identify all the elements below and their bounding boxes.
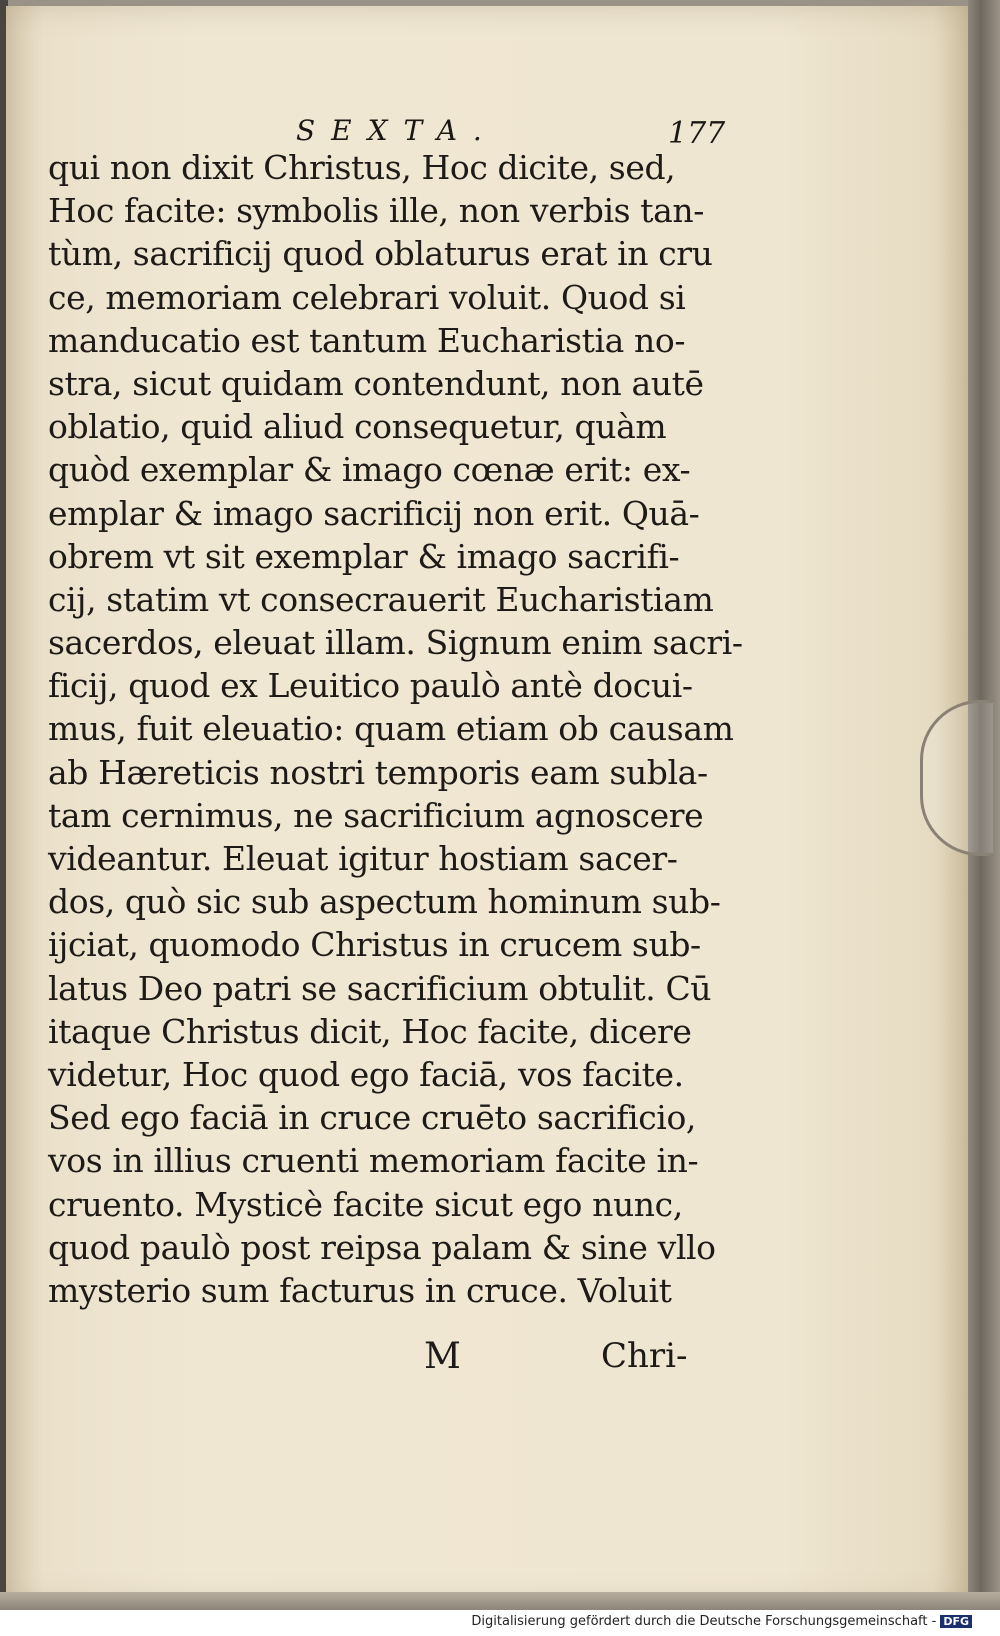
body-text <box>48 146 743 1312</box>
text-line: Hoc facite: symbolis ille, non verbis tan- <box>48 191 704 231</box>
text-line: manducatio est tantum Eucharistia no- <box>48 320 686 360</box>
text-line: mysterio sum facturus in cruce. Voluit <box>48 1270 672 1310</box>
text-line: stra, sicut quidam contendunt, non autē <box>48 363 704 403</box>
text-line: itaque Christus dicit, Hoc facite, dicere <box>48 1011 692 1051</box>
text-line: vos in illius cruenti memoriam facite in- <box>48 1141 699 1181</box>
text-line: obrem vt sit exemplar & imago sacrifi- <box>48 536 680 576</box>
book-page <box>6 6 972 1604</box>
text-line: latus Deo patri se sacrificium obtulit. Cū <box>48 968 712 1008</box>
text-line: Sed ego faciā in cruce cruēto sacrificio, <box>48 1098 696 1138</box>
text-line: mus, fuit eleuatio: quam etiam ob causam <box>48 709 734 749</box>
text-line: ab Hæreticis nostri temporis eam subla- <box>48 752 708 792</box>
text-line: ce, memoriam celebrari voluit. Quod si <box>48 277 686 317</box>
dfg-logo: DFG <box>940 1615 972 1628</box>
text-line: ijciat, quomodo Christus in crucem sub- <box>48 925 701 965</box>
text-line: emplar & imago sacrificij non erit. Quā- <box>48 493 700 533</box>
digitization-credit <box>471 1614 972 1629</box>
text-line: quòd exemplar & imago cœnæ erit: ex- <box>48 450 691 490</box>
credit-text: Digitalisierung gefördert durch die Deutsche Forschungsgemeinschaft - <box>471 1614 937 1629</box>
page-number: 177 <box>668 116 726 151</box>
text-line: oblatio, quid aliud consequetur, quàm <box>48 407 667 447</box>
text-line: ficij, quod ex Leuitico paulò antè docui- <box>48 666 693 706</box>
signature-mark: M <box>424 1336 461 1377</box>
page-footer <box>6 1336 972 1380</box>
text-line: videtur, Hoc quod ego faciā, vos facite. <box>48 1054 684 1094</box>
text-line: qui non dixit Christus, Hoc dicite, sed, <box>48 148 676 187</box>
text-line: dos, quò sic sub aspectum hominum sub- <box>48 882 721 922</box>
text-line: sacerdos, eleuat illam. Signum enim sacri- <box>48 623 743 663</box>
text-line: tùm, sacrificij quod oblaturus erat in cru <box>48 234 713 274</box>
text-line: quod paulò post reipsa palam & sine vllo <box>48 1227 716 1267</box>
running-head: SEXTA. <box>296 114 498 147</box>
catchword: Chri- <box>601 1336 688 1376</box>
text-line: cruento. Mysticè facite sicut ego nunc, <box>48 1184 683 1224</box>
text-line: tam cernimus, ne sacrificium agnoscere <box>48 795 704 835</box>
text-line: videantur. Eleuat igitur hostiam sacer- <box>48 839 678 878</box>
scan-bottom-edge <box>0 1592 1000 1610</box>
text-line: cij, statim vt consecrauerit Eucharistiam <box>48 579 714 619</box>
